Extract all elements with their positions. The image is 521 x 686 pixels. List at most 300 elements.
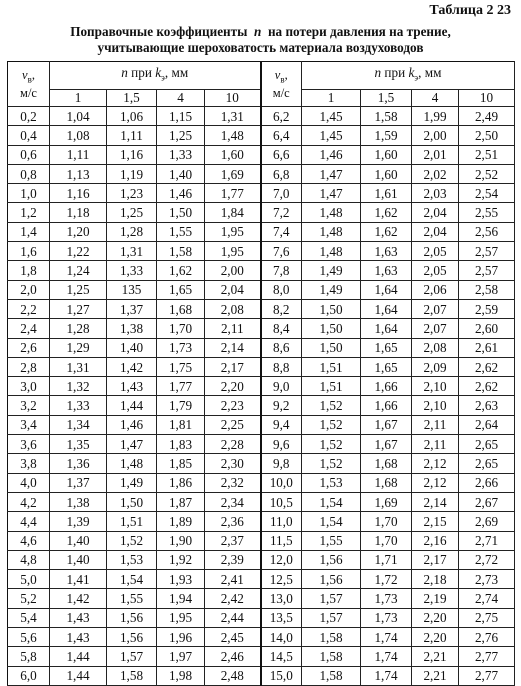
coefficient-cell: 2,12 [412,454,459,473]
velocity-cell: 6,8 [261,164,302,183]
coefficient-cell: 2,75 [459,608,515,627]
velocity-cell: 3,0 [8,377,50,396]
coefficient-cell: 2,12 [412,473,459,492]
coefficient-cell: 1,58 [302,647,361,666]
coefficient-cell: 2,60 [459,319,515,338]
coefficient-cell: 1,48 [302,222,361,241]
coefficient-cell: 1,44 [50,647,107,666]
coefficient-cell: 1,89 [157,512,205,531]
coefficient-cell: 1,85 [157,454,205,473]
coefficient-cell: 1,55 [107,589,157,608]
k-subscript: э [414,72,419,83]
velocity-cell: 6,6 [261,145,302,164]
coefficient-cell: 1,67 [361,415,412,434]
velocity-cell: 0,2 [8,107,50,126]
coefficient-cell: 1,34 [50,415,107,434]
coefficient-cell: 1,96 [157,628,205,647]
coefficient-cell: 1,87 [157,492,205,511]
k-value-right: 1 [302,90,361,107]
table-row [8,184,515,203]
coefficient-cell: 2,46 [205,647,261,666]
velocity-cell: 9,6 [261,435,302,454]
coefficient-cell: 1,61 [361,184,412,203]
coefficient-cell: 1,54 [107,570,157,589]
velocity-cell: 2,2 [8,299,50,318]
coefficient-cell: 1,51 [107,512,157,531]
coefficient-cell: 2,50 [459,126,515,145]
coefficient-cell: 1,48 [205,126,261,145]
coefficient-cell: 2,62 [459,377,515,396]
coefficient-cell: 1,49 [302,280,361,299]
coefficient-cell: 1,65 [157,280,205,299]
coefficient-cell: 1,98 [157,666,205,685]
coefficient-cell: 1,33 [107,261,157,280]
coefficient-cell: 1,52 [302,396,361,415]
v-symbol: v [274,67,281,82]
velocity-cell: 2,0 [8,280,50,299]
velocity-cell: 3,6 [8,435,50,454]
coefficient-cell: 2,57 [459,242,515,261]
coefficient-cell: 2,02 [412,164,459,183]
table-row [8,647,515,666]
coefficient-cell: 2,54 [459,184,515,203]
coefficient-cell: 1,95 [205,242,261,261]
velocity-cell: 10,0 [261,473,302,492]
coefficient-cell: 1,56 [302,550,361,569]
coefficient-cell: 1,53 [107,550,157,569]
table-row [8,492,515,511]
coefficient-cell: 1,65 [361,338,412,357]
table-row [8,377,515,396]
coefficient-cell: 2,08 [412,338,459,357]
coefficient-cell: 1,44 [107,396,157,415]
table-row [8,550,515,569]
coefficient-cell: 2,17 [205,357,261,376]
n-pri-label: при [131,65,152,81]
table-row [8,280,515,299]
velocity-cell: 4,8 [8,550,50,569]
coefficient-cell: 1,25 [157,126,205,145]
coefficient-cell: 2,20 [412,628,459,647]
table-row [8,242,515,261]
coefficient-cell: 1,62 [361,203,412,222]
coefficient-cell: 1,38 [50,492,107,511]
coefficient-cell: 2,51 [459,145,515,164]
coefficient-cell: 1,28 [50,319,107,338]
coefficient-cell: 2,10 [412,377,459,396]
coefficient-cell: 1,81 [157,415,205,434]
v-unit: м/с [272,86,290,101]
coefficient-cell: 2,00 [412,126,459,145]
coefficient-cell: 1,49 [302,261,361,280]
coefficient-cell: 2,19 [412,589,459,608]
coefficient-cell: 2,04 [412,203,459,222]
table-row [8,435,515,454]
velocity-cell: 7,0 [261,184,302,203]
coefficient-cell: 1,77 [157,377,205,396]
coefficient-cell: 1,50 [302,338,361,357]
velocity-cell: 5,0 [8,570,50,589]
table-row [8,473,515,492]
coefficient-cell: 2,03 [412,184,459,203]
coefficient-cell: 2,71 [459,531,515,550]
coefficient-cell: 2,05 [412,261,459,280]
table-number: Таблица 2 23 [429,3,511,18]
coefficient-cell: 2,09 [412,357,459,376]
coefficient-cell: 1,58 [302,666,361,685]
coefficient-cell: 2,65 [459,454,515,473]
velocity-cell: 4,4 [8,512,50,531]
velocity-cell: 8,2 [261,299,302,318]
coefficient-cell: 1,54 [302,512,361,531]
coefficient-cell: 1,47 [302,184,361,203]
velocity-cell: 5,4 [8,608,50,627]
coefficient-cell: 1,63 [361,261,412,280]
coefficient-cell: 1,58 [361,107,412,126]
coefficient-cell: 1,77 [205,184,261,203]
coefficient-cell: 1,19 [107,164,157,183]
coefficient-cell: 1,42 [107,357,157,376]
coefficient-cell: 1,40 [157,164,205,183]
coefficient-cell: 1,52 [302,435,361,454]
coefficient-cell: 1,99 [412,107,459,126]
n-symbol: n [374,65,382,81]
coefficient-cell: 1,64 [361,299,412,318]
coefficient-cell: 1,73 [361,608,412,627]
velocity-cell: 0,6 [8,145,50,164]
n-pri-label: при [384,65,406,81]
coefficient-cell: 2,14 [412,492,459,511]
table-row [8,203,515,222]
coefficient-cell: 1,24 [50,261,107,280]
velocity-cell: 7,6 [261,242,302,261]
velocity-cell: 9,8 [261,454,302,473]
velocity-cell: 9,2 [261,396,302,415]
coefficient-cell: 1,50 [157,203,205,222]
coefficient-cell: 1,70 [157,319,205,338]
coefficient-cell: 1,74 [361,647,412,666]
coefficient-cell: 2,56 [459,222,515,241]
coefficient-cell: 2,48 [205,666,261,685]
coefficient-cell: 1,86 [157,473,205,492]
coefficient-cell: 1,83 [157,435,205,454]
title-suffix: на потери давления на трение, [267,24,451,39]
coefficient-cell: 1,51 [302,357,361,376]
coefficient-cell: 1,47 [107,435,157,454]
coefficient-cell: 2,52 [459,164,515,183]
velocity-cell: 12,0 [261,550,302,569]
title-var-n: n [254,24,262,39]
velocity-cell: 10,5 [261,492,302,511]
title-line-1 [0,24,521,40]
coefficient-cell: 1,58 [302,628,361,647]
coefficient-cell: 1,90 [157,531,205,550]
coefficient-cell: 1,11 [107,126,157,145]
coefficient-cell: 1,40 [50,531,107,550]
coefficient-cell: 2,57 [459,261,515,280]
coefficient-cell: 1,54 [302,492,361,511]
coefficient-cell: 1,06 [107,107,157,126]
coefficient-cell: 2,05 [412,242,459,261]
table-row [8,570,515,589]
v-unit: м/с [20,86,37,101]
coefficient-cell: 2,30 [205,454,261,473]
coefficient-cell: 1,43 [50,608,107,627]
coefficient-cell: 1,57 [302,608,361,627]
table-row [8,107,515,126]
coefficient-cell: 1,27 [50,299,107,318]
coefficient-cell: 2,23 [205,396,261,415]
velocity-cell: 3,8 [8,454,50,473]
coefficient-cell: 2,08 [205,299,261,318]
k-value-left: 10 [205,90,261,107]
coefficient-cell: 2,37 [205,531,261,550]
coefficient-cell: 2,41 [205,570,261,589]
coefficient-cell: 2,59 [459,299,515,318]
velocity-cell: 1,8 [8,261,50,280]
velocity-cell: 1,0 [8,184,50,203]
coefficient-cell: 1,58 [107,666,157,685]
velocity-cell: 4,0 [8,473,50,492]
coefficient-cell: 1,67 [361,435,412,454]
coefficient-cell: 1,95 [205,222,261,241]
table-row [8,222,515,241]
table-row [8,299,515,318]
coefficient-cell: 1,79 [157,396,205,415]
coefficient-cell: 2,07 [412,319,459,338]
coefficient-cell: 1,46 [107,415,157,434]
coefficient-cell: 1,73 [157,338,205,357]
coefficient-cell: 1,55 [302,531,361,550]
coefficient-cell: 1,75 [157,357,205,376]
table-row [8,628,515,647]
coefficient-cell: 2,04 [412,222,459,241]
velocity-cell: 4,2 [8,492,50,511]
coefficient-cell: 1,63 [361,242,412,261]
k-value-left: 1,5 [107,90,157,107]
v-subscript: в [280,74,285,85]
coefficient-cell: 1,49 [107,473,157,492]
coefficient-cell: 1,69 [205,164,261,183]
velocity-cell: 7,2 [261,203,302,222]
coefficient-cell: 1,64 [361,280,412,299]
n-header-right: n при $k_э$, мм [302,62,515,90]
coefficient-cell: 2,21 [412,666,459,685]
table-row [8,319,515,338]
coefficient-cell: 2,01 [412,145,459,164]
coefficient-cell: 1,48 [302,203,361,222]
coefficient-cell: 2,76 [459,628,515,647]
coefficient-cell: 1,31 [107,242,157,261]
table-row [8,261,515,280]
coefficient-cell: 2,42 [205,589,261,608]
coefficient-cell: 2,25 [205,415,261,434]
coefficient-cell: 1,52 [302,415,361,434]
coefficient-cell: 1,97 [157,647,205,666]
coefficient-cell: 2,65 [459,435,515,454]
velocity-cell: 8,6 [261,338,302,357]
coefficient-cell: 1,59 [361,126,412,145]
coefficient-cell: 135 [107,280,157,299]
coefficient-cell: 2,55 [459,203,515,222]
coefficient-cell: 1,41 [50,570,107,589]
coefficient-cell: 1,56 [107,608,157,627]
velocity-header-left: $v_в$, м/с [8,62,50,107]
coefficient-cell: 2,11 [205,319,261,338]
velocity-cell: 7,8 [261,261,302,280]
velocity-cell: 2,8 [8,357,50,376]
table-title [0,24,521,56]
coefficient-cell: 1,95 [157,608,205,627]
coefficient-cell: 1,50 [107,492,157,511]
coefficient-cell: 1,58 [157,242,205,261]
velocity-cell: 14,5 [261,647,302,666]
coefficient-cell: 1,46 [157,184,205,203]
table-row [8,589,515,608]
coefficient-cell: 1,94 [157,589,205,608]
velocity-cell: 7,4 [261,222,302,241]
coefficient-cell: 1,84 [205,203,261,222]
coefficient-cell: 2,10 [412,396,459,415]
coefficient-cell: 2,66 [459,473,515,492]
velocity-header-right: $v_в$, м/с [261,62,302,107]
title-prefix: Поправочные коэффициенты [70,24,248,39]
coefficient-cell: 1,66 [361,377,412,396]
title-line-2: учитывающие шероховатость материала воздуховодов [97,40,424,55]
coefficient-cell: 1,40 [50,550,107,569]
table-row [8,531,515,550]
velocity-cell: 6,4 [261,126,302,145]
coefficient-cell: 1,43 [50,628,107,647]
k-symbol: k [155,65,162,81]
velocity-cell: 5,6 [8,628,50,647]
coefficient-cell: 1,71 [361,550,412,569]
coefficient-cell: 2,18 [412,570,459,589]
velocity-cell: 5,8 [8,647,50,666]
table-row [8,512,515,531]
coefficient-cell: 2,61 [459,338,515,357]
coefficient-cell: 2,32 [205,473,261,492]
coefficient-cell: 2,20 [412,608,459,627]
coefficient-cell: 2,17 [412,550,459,569]
coefficient-cell: 2,11 [412,415,459,434]
coefficient-cell: 2,28 [205,435,261,454]
coefficient-cell: 1,93 [157,570,205,589]
coefficient-cell: 1,13 [50,164,107,183]
coefficient-cell: 2,06 [412,280,459,299]
coefficient-cell: 2,11 [412,435,459,454]
coefficient-cell: 1,74 [361,666,412,685]
coefficient-cell: 1,52 [302,454,361,473]
coefficient-cell: 1,25 [107,203,157,222]
coefficient-cell: 1,28 [107,222,157,241]
coefficient-cell: 2,77 [459,666,515,685]
k-value-left: 1 [50,90,107,107]
coefficient-cell: 1,45 [302,126,361,145]
v-symbol: v [22,67,28,82]
coefficient-cell: 2,15 [412,512,459,531]
velocity-cell: 1,2 [8,203,50,222]
coefficient-cell: 1,32 [50,377,107,396]
coefficient-cell: 1,57 [107,647,157,666]
velocity-cell: 12,5 [261,570,302,589]
coefficient-cell: 1,48 [107,454,157,473]
table-row [8,338,515,357]
k-value-right: 4 [412,90,459,107]
coefficient-cell: 1,08 [50,126,107,145]
coefficient-cell: 1,73 [361,589,412,608]
coefficient-cell: 1,47 [302,164,361,183]
table-row [8,454,515,473]
coefficient-cell: 1,33 [157,145,205,164]
velocity-cell: 8,0 [261,280,302,299]
velocity-cell: 6,0 [8,666,50,685]
coefficient-cell: 1,16 [50,184,107,203]
coefficient-cell: 1,23 [107,184,157,203]
coefficient-cell: 1,44 [50,666,107,685]
velocity-cell: 0,8 [8,164,50,183]
coefficient-cell: 1,40 [107,338,157,357]
coefficient-cell: 1,62 [361,222,412,241]
coefficient-cell: 2,64 [459,415,515,434]
velocity-cell: 8,8 [261,357,302,376]
table-row [8,145,515,164]
velocity-cell: 2,6 [8,338,50,357]
coefficient-cell: 1,48 [302,242,361,261]
velocity-cell: 1,4 [8,222,50,241]
coefficient-cell: 1,35 [50,435,107,454]
table-row [8,608,515,627]
coefficient-cell: 1,69 [361,492,412,511]
coefficient-cell: 1,50 [302,299,361,318]
coefficient-cell: 1,56 [107,628,157,647]
coefficient-cell: 2,74 [459,589,515,608]
coefficient-cell: 1,29 [50,338,107,357]
k-unit: мм [171,65,189,81]
coefficient-cell: 1,38 [107,319,157,338]
coefficient-cell: 1,33 [50,396,107,415]
coefficient-cell: 1,56 [302,570,361,589]
coefficient-cell: 1,64 [361,319,412,338]
coefficient-table [7,61,515,686]
coefficient-cell: 1,15 [157,107,205,126]
velocity-cell: 9,4 [261,415,302,434]
coefficient-cell: 1,31 [205,107,261,126]
coefficient-cell: 1,70 [361,531,412,550]
velocity-cell: 11,0 [261,512,302,531]
coefficient-cell: 1,53 [302,473,361,492]
coefficient-cell: 1,50 [302,319,361,338]
k-value-right: 1,5 [361,90,412,107]
velocity-cell: 6,2 [261,107,302,126]
coefficient-cell: 2,34 [205,492,261,511]
coefficient-cell: 1,68 [361,473,412,492]
coefficient-cell: 1,62 [157,261,205,280]
velocity-cell: 13,0 [261,589,302,608]
coefficient-cell: 2,49 [459,107,515,126]
coefficient-cell: 1,66 [361,396,412,415]
coefficient-cell: 1,11 [50,145,107,164]
v-subscript: в [27,74,32,85]
k-subscript: э [161,72,165,83]
velocity-cell: 13,5 [261,608,302,627]
coefficient-cell: 1,68 [157,299,205,318]
velocity-cell: 2,4 [8,319,50,338]
table-row [8,164,515,183]
coefficient-cell: 1,55 [157,222,205,241]
coefficient-cell: 2,07 [412,299,459,318]
n-header-left: n при $k_э$, мм [50,62,261,90]
